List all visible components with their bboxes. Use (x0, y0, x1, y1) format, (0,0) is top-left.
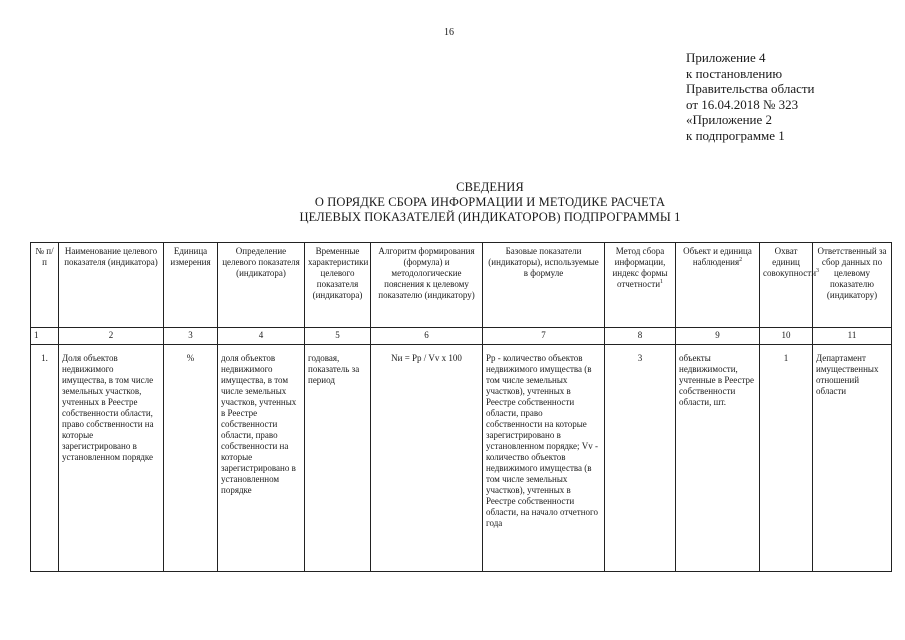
header-cell-coverage (760, 243, 820, 328)
column-number: 10 (760, 328, 813, 345)
header-cell-time: Временные характеристики целевого показателя (индикатора) (305, 243, 371, 328)
indicators-table (30, 242, 892, 572)
column-number: 5 (305, 328, 371, 345)
header-cell-method (605, 243, 676, 328)
footnote-mark: 2 (739, 257, 743, 263)
page-number: 16 (444, 27, 454, 38)
title-line: ЦЕЛЕВЫХ ПОКАЗАТЕЛЕЙ (ИНДИКАТОРОВ) ПОДПРОГРАММЫ 1 (299, 210, 681, 224)
header-cell-name: Наименование целевого показателя (индикатора) (59, 243, 164, 328)
cell-unit: % (164, 345, 218, 572)
cell-definition: доля объектов недвижимого имущества, в том числе земельных участков, учтенных в Реестре собственности области, право собственности на которые зарегистрировано в установленном порядке (218, 345, 305, 572)
column-number: 11 (813, 328, 892, 345)
column-number: 9 (676, 328, 760, 345)
cell-coverage: 1 (760, 345, 813, 572)
column-number: 7 (483, 328, 605, 345)
appendix-line: от 16.04.2018 № 323 (686, 96, 799, 112)
header-text: Метод сбора информации, индекс формы отчетности (612, 246, 668, 289)
header-cell-object (676, 243, 760, 328)
appendix-line: к постановлению (686, 65, 783, 81)
cell-name: Доля объектов недвижимого имущества, в том числе земельных участков, учтенных в Реестре собственности области, право собственности на которые зарегистрировано в установленном порядке (59, 345, 164, 572)
cell-object: объекты недвижимости, учтенные в Реестре собственности области, шт. (676, 345, 760, 572)
document-title (210, 180, 770, 225)
column-numbers-row (31, 328, 892, 345)
footnote-mark: 1 (660, 279, 664, 285)
title-line: СВЕДЕНИЯ (456, 180, 524, 194)
cell-method: 3 (605, 345, 676, 572)
table-header-row (31, 243, 892, 328)
column-number: 4 (218, 328, 305, 345)
column-number: 8 (605, 328, 676, 345)
table-row (31, 345, 892, 572)
header-cell-definition: Определение целевого показателя (индикатора) (218, 243, 305, 328)
header-cell-num: № п/п (31, 243, 59, 328)
appendix-line: Приложение 4 (686, 50, 766, 65)
header-text: Объект и единица наблюдения (683, 246, 752, 267)
header-cell-base: Базовые показатели (индикаторы), используемые в формуле (483, 243, 605, 328)
header-cell-responsible: Ответственный за сбор данных по целевому показателю (индикатору) (813, 243, 892, 328)
cell-formula: Nи = Pp / Vv x 100 (371, 345, 483, 572)
header-cell-formula: Алгоритм формирования (формула) и методологические пояснения к целевому показателю (индикатору) (371, 243, 483, 328)
appendix-block (686, 50, 815, 143)
cell-num: 1. (31, 345, 59, 572)
appendix-line: «Приложение 2 (686, 112, 773, 127)
header-cell-unit: Единица измерения (164, 243, 218, 328)
footnote-mark: 3 (816, 268, 820, 274)
column-number: 1 (31, 328, 59, 345)
cell-time: годовая, показатель за период (305, 345, 371, 572)
column-number: 2 (59, 328, 164, 345)
appendix-line: к подпрограмме 1 (686, 127, 785, 143)
appendix-line: Правительства области (686, 81, 815, 96)
cell-base: Pp - количество объектов недвижимого имущества (в том числе земельных участков), учтенных в Реестре собственности области, право собственности на которые зарегистрировано в установленном порядке; Vv - количество объектов недвижимого имущества (в том числе земельных участков), учтенных в Реестре собственности области, на начало отчетного года (483, 345, 605, 572)
title-line: О ПОРЯДКЕ СБОРА ИНФОРМАЦИИ И МЕТОДИКЕ РАСЧЕТА (314, 195, 666, 209)
column-number: 6 (371, 328, 483, 345)
column-number: 3 (164, 328, 218, 345)
cell-responsible: Департамент имущественных отношений области (813, 345, 892, 572)
header-text: Охват единиц совокупности (763, 246, 817, 278)
